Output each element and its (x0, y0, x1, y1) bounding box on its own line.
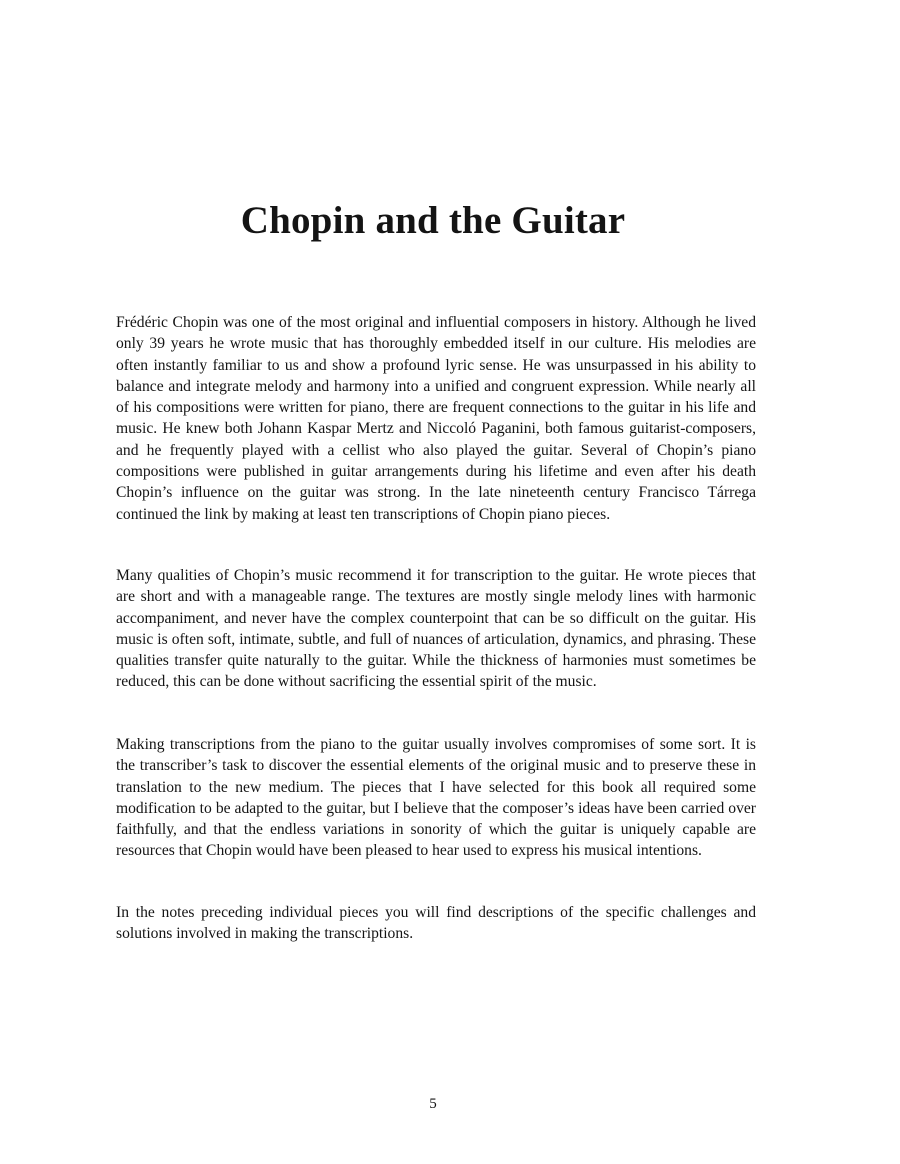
page-number: 5 (429, 1096, 437, 1112)
paragraph-notes: In the notes preceding individual pieces you will find descriptions of the specific challenges and solutions involved in making the transcriptions. (116, 904, 756, 943)
paragraph-transcriptions: Making transcriptions from the piano to the guitar usually involves compromises of some sort. It is the transcriber’s task to discover the essential elements of the original music and to preserve these in translation to the new medium. The pieces that I have selected for this book all required some modification to be adapted to the guitar, but I believe that the composer’s ideas have been carried over faithfully, and that the endless variations in sonority of which the guitar is uniquely capable are resources that Chopin would have been pleased to hear used to express his musical intentions. (116, 736, 756, 860)
paragraph-qualities: Many qualities of Chopin’s music recommend it for transcription to the guitar. He wrote pieces that are short and with a manageable range. The textures are mostly single melody lines with harmonic accompaniment, and never have the complex counterpoint that can be so difficult on the guitar. His music is often soft, intimate, subtle, and full of nuances of articulation, dynamics, and phrasing. These qualities transfer quite naturally to the guitar. While the thickness of harmonies must sometimes be reduced, this can be done without sacrificing the essential spirit of the music. (116, 567, 756, 691)
page-title: Chopin and the Guitar (240, 199, 626, 242)
paragraph-intro: Frédéric Chopin was one of the most original and influential composers in history. Although he lived only 39 years he wrote music that has thoroughly embedded itself in our culture. His melodies are often instantly familiar to us and show a profound lyric sense. He was unsurpassed in his ability to balance and integrate melody and harmony into a unified and congruent expression. While nearly all of his compositions were written for piano, there are frequent connections to the guitar in his life and music. He knew both Johann Kaspar Mertz and Niccoló Paganini, both famous guitarist-composers, and he frequently played with a cellist who also played the guitar. Several of Chopin’s piano compositions were published in guitar arrangements during his lifetime and even after his death Chopin’s influence on the guitar was strong. In the late nineteenth century Francisco Tárrega continued the link by making at least ten transcriptions of Chopin piano pieces. (116, 314, 756, 523)
